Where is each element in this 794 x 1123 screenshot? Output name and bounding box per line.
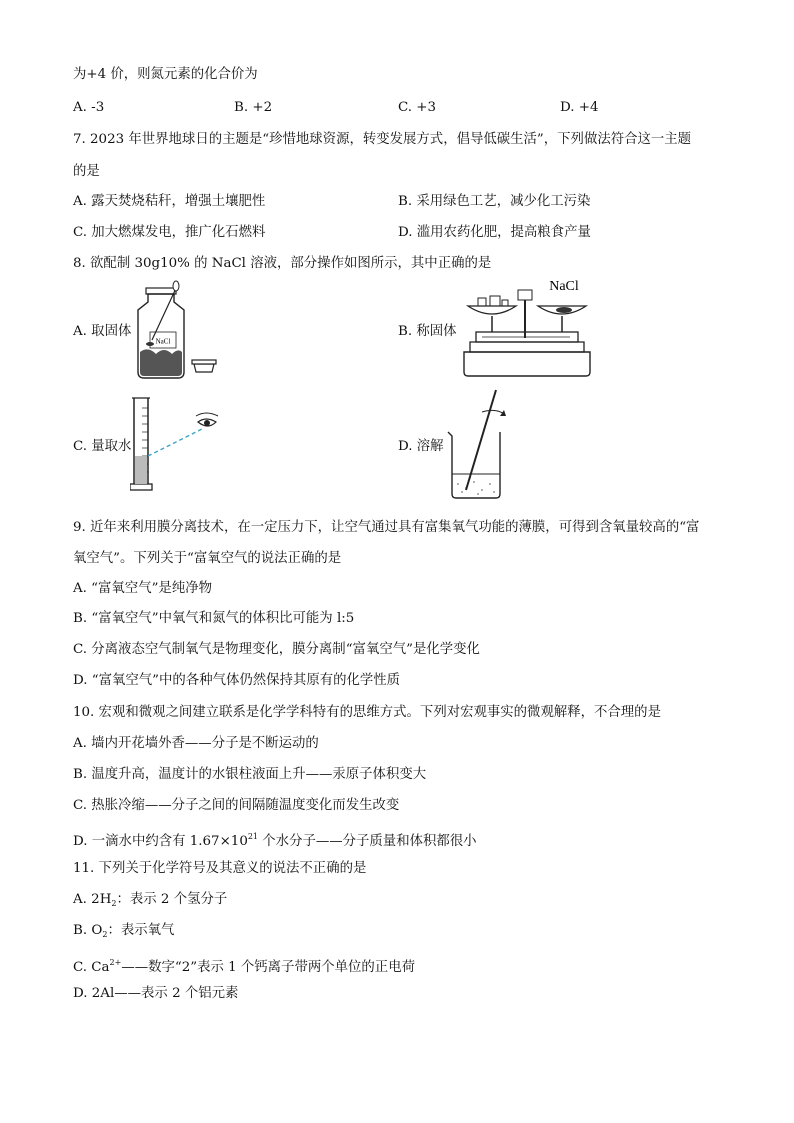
graduated-cylinder-figure <box>130 392 242 496</box>
q10-stem: 10. 宏观和微观之间建立联系是化学学科特有的思维方式。下列对宏观事实的微观解释，不合理的是 <box>73 705 661 720</box>
q8-option-c: C. 量取水 <box>73 439 132 454</box>
q7-option-c: C. 加大燃煤发电，推广化石燃料 <box>73 225 266 240</box>
q7-stem-line2: 的是 <box>73 164 100 179</box>
q7-option-d: D. 滥用农药化肥，提高粮食产量 <box>398 225 591 240</box>
q9-option-a: A. “富氧空气”是纯净物 <box>73 581 212 596</box>
q10-option-d: D. 一滴水中约含有 $1.67\times 10^{21}$ 个水分子——分子质量和体积都很小 <box>73 832 477 849</box>
q10-option-b: B. 温度升高，温度计的水银柱液面上升——汞原子体积变大 <box>73 767 427 782</box>
q6-tail: 为+4 价，则氮元素的化合价为 <box>73 67 258 82</box>
q6-option-b: B. +2 <box>234 100 273 115</box>
q11-stem: 11. 下列关于化学符号及其意义的说法不正确的是 <box>73 861 367 876</box>
q11-option-a: A. $2H_2$：表示 2 个氢分子 <box>73 892 228 908</box>
q11-option-b: B. $O_2$：表示氧气 <box>73 923 175 939</box>
balance-label: NaCl <box>549 279 579 294</box>
q10-option-a: A. 墙内开花墙外香——分子是不断运动的 <box>73 736 319 751</box>
q7-stem-line1: 7. 2023 年世界地球日的主题是“珍惜地球资源，转变发展方式，倡导低碳生活”，下列做法符合这一主题 <box>73 132 692 147</box>
reagent-bottle-figure <box>132 280 224 384</box>
q7-option-b: B. 采用绿色工艺，减少化工污染 <box>398 194 591 209</box>
q10-option-c: C. 热胀冷缩——分子之间的间隔随温度变化而发生改变 <box>73 798 400 813</box>
q7-option-a: A. 露天焚烧秸秆，增强土壤肥性 <box>73 194 266 209</box>
bottle-label: NaCl <box>155 337 171 346</box>
q9-option-b: B. “富氧空气”中氧气和氮气的体积比可能为 l:5 <box>73 611 355 626</box>
q9-option-c: C. 分离液态空气制氧气是物理变化，膜分离制“富氧空气”是化学变化 <box>73 642 480 657</box>
q8-stem: 8. 欲配制 30g10% 的 NaCl 溶液，部分操作如图所示，其中正确的是 <box>73 256 492 271</box>
q8-option-a: A. 取固体 <box>73 324 132 339</box>
q9-stem-line1: 9. 近年来利用膜分离技术，在一定压力下，让空气通过具有富集氧气功能的薄膜，可得到含氧量较高的“富 <box>73 520 700 535</box>
q11-option-c: C. $Ca^{2+}——$数字“2”表示 1 个钙离子带两个单位的正电荷 <box>73 958 415 975</box>
balance-figure <box>460 276 594 386</box>
q9-option-d: D. “富氧空气”中的各种气体仍然保持其原有的化学性质 <box>73 673 401 688</box>
beaker-stirring-figure <box>444 386 510 500</box>
q6-option-d: D. +4 <box>560 100 599 115</box>
q9-stem-line2: 氧空气”。下列关于“富氧空气的说法正确的是 <box>73 551 342 566</box>
q6-option-a: A. -3 <box>73 100 105 115</box>
q8-option-d: D. 溶解 <box>398 439 444 454</box>
q8-option-b: B. 称固体 <box>398 324 457 339</box>
q11-option-d: D. 2Al——表示 2 个铝元素 <box>73 986 239 1001</box>
q6-option-c: C. +3 <box>398 100 437 115</box>
